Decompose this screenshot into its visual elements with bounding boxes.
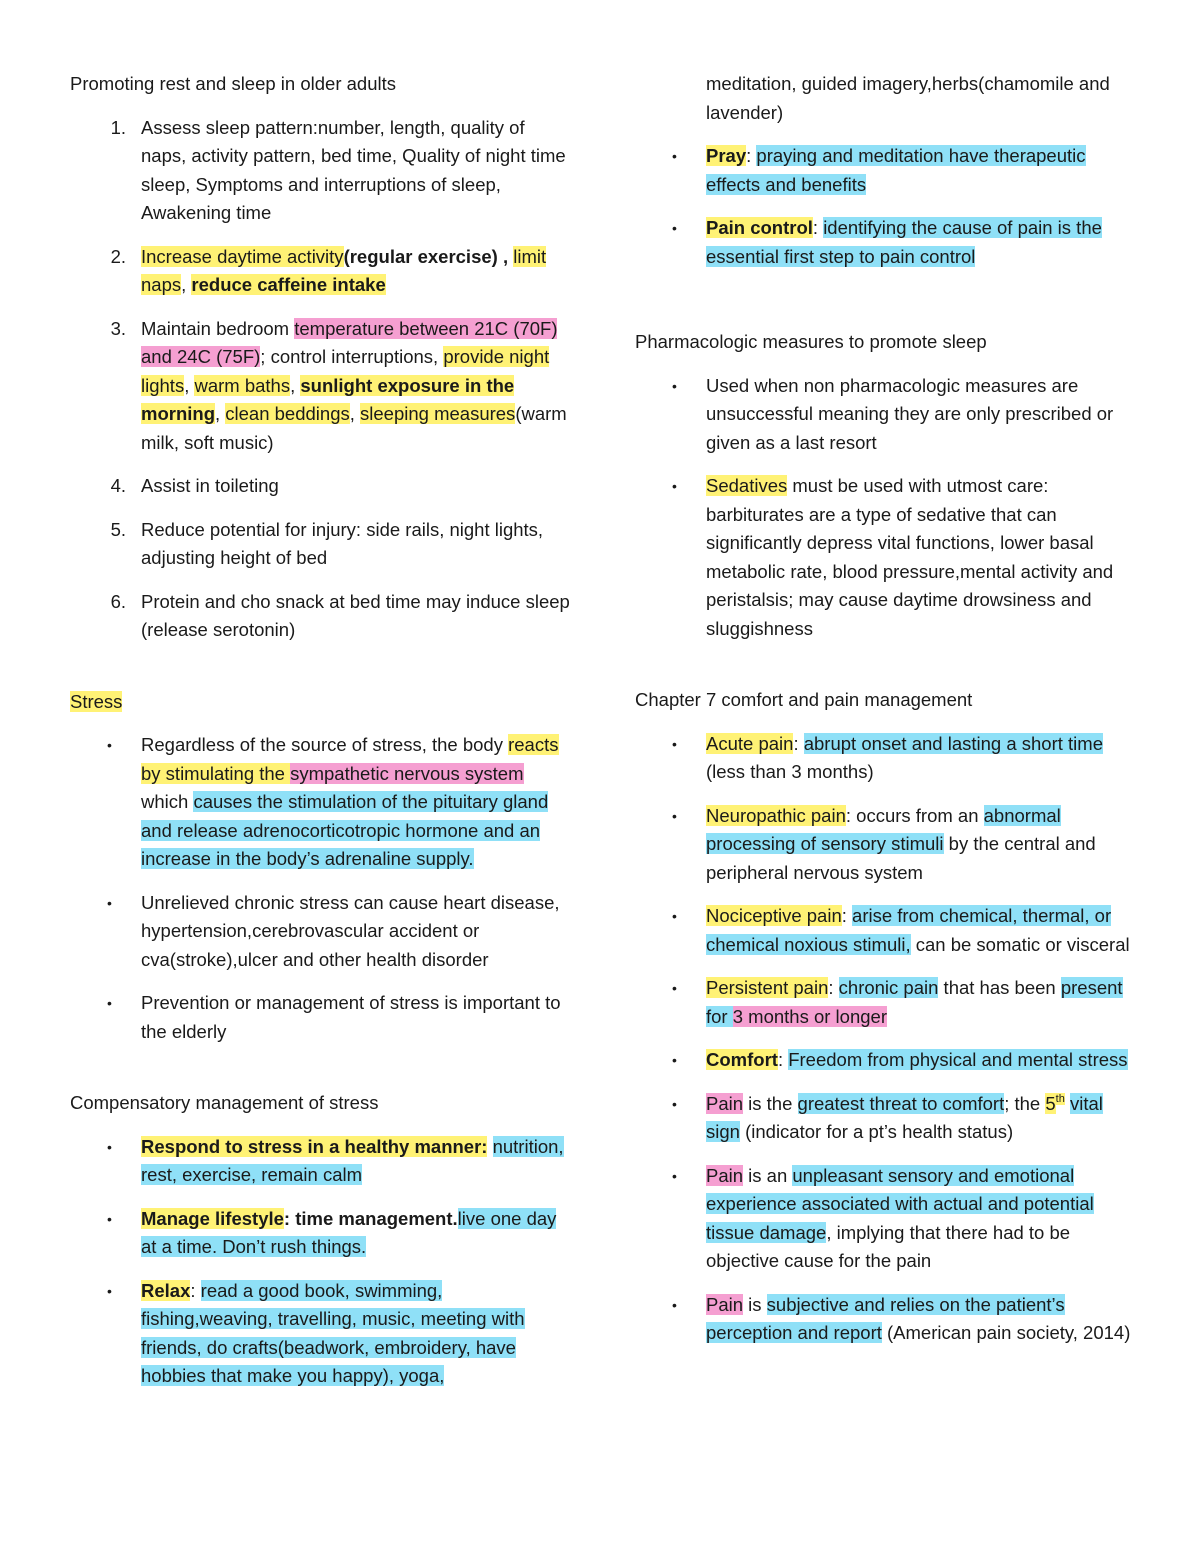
- pharmacologic-heading: Pharmacologic measures to promote sleep: [635, 331, 987, 352]
- item-text: ,: [290, 374, 301, 396]
- item-text: ; control interruptions,: [260, 346, 444, 367]
- item-text: ; the: [1004, 1092, 1046, 1114]
- bullet-icon: •: [672, 220, 677, 236]
- highlighted-text: Sedatives: [706, 475, 788, 496]
- highlighted-text: limit naps: [141, 245, 547, 295]
- list-item: [635, 902, 1140, 959]
- highlighted-text: present for: [706, 977, 1123, 1027]
- item-text: :: [793, 732, 804, 754]
- compensatory-heading: Compensatory management of stress: [70, 1092, 379, 1113]
- item-text: (American pain society, 2014): [881, 1322, 1131, 1343]
- item-text: ,: [215, 403, 226, 424]
- list-item: [635, 1046, 1140, 1075]
- list-number: 4.: [110, 475, 126, 496]
- item-text: (warm milk, soft music): [141, 403, 567, 453]
- item-text: must be used with utmost care: barbiturates are a type of sedative that can significantly depress vital functions, lower basal metabolic rate, blood pressure,mental activity and peristalsis; may cause daytime drowsiness and sluggishness: [706, 475, 1114, 639]
- highlighted-text: provide night lights: [141, 346, 550, 396]
- highlighted-text: reduce caffeine intake: [191, 274, 386, 295]
- list-item: [635, 142, 1140, 199]
- item-text: :: [746, 145, 757, 166]
- highlighted-text: chronic pain: [838, 977, 939, 998]
- highlighted-text: Pain: [706, 1293, 744, 1315]
- item-text: Unrelieved chronic stress can cause heart disease, hypertension,cerebrovascular accident or cva(stroke),ulcer and other health disorder: [141, 891, 560, 970]
- highlighted-text: Neuropathic pain: [706, 804, 846, 826]
- list-item: [70, 1133, 570, 1190]
- highlighted-text: 3 months or longer: [732, 1005, 887, 1027]
- right-column: [635, 70, 1140, 1363]
- item-text: is: [743, 1293, 767, 1315]
- item-text: [487, 1136, 492, 1157]
- item-text: (regular exercise) ,: [343, 245, 509, 267]
- highlighted-text: arise from chemical, thermal, or chemical noxious stimuli,: [706, 905, 1112, 955]
- item-text: Prevention or management of stress is important to the elderly: [141, 992, 561, 1042]
- bullet-icon: •: [672, 807, 677, 824]
- highlighted-text: abrupt onset and lasting a short time: [803, 732, 1103, 754]
- bullet-icon: •: [107, 737, 112, 753]
- pharmacologic-list: [635, 372, 1140, 644]
- item-text: ,: [181, 274, 192, 295]
- item-text: which: [141, 791, 194, 812]
- bullet-icon: •: [107, 1282, 112, 1299]
- highlighted-text: Respond to stress in a healthy manner:: [141, 1135, 488, 1157]
- list-number: 6.: [110, 590, 126, 612]
- highlighted-text: subjective and relies on the patient’s perception and report: [706, 1293, 1065, 1343]
- highlighted-text: Pain: [706, 1164, 744, 1186]
- highlighted-text: 5: [1045, 1092, 1056, 1114]
- item-text: :: [841, 905, 853, 926]
- list-item: [70, 1205, 570, 1262]
- list-item: [635, 730, 1140, 787]
- list-item: [70, 1277, 570, 1391]
- list-number: 5.: [110, 518, 126, 540]
- bullet-icon: •: [672, 1167, 677, 1184]
- list-item: [635, 974, 1140, 1031]
- highlighted-text: Acute pain: [706, 732, 794, 754]
- bullet-icon: •: [107, 1138, 112, 1155]
- highlighted-text: Increase daytime activity: [141, 245, 344, 267]
- item-text: Protein and cho snack at bed time may induce sleep (release serotonin): [141, 590, 570, 640]
- bullet-icon: •: [672, 148, 677, 164]
- item-text: (indicator for a pt’s health status): [739, 1121, 1014, 1142]
- item-text: :: [777, 1049, 789, 1070]
- item-text: Regardless of the source of stress, the body: [141, 734, 509, 755]
- highlighted-text: live one day at a time. Don’t rush things.: [141, 1207, 557, 1257]
- list-number: 1.: [110, 116, 126, 138]
- highlighted-text: warm baths: [194, 374, 291, 396]
- bullet-icon: •: [672, 1296, 677, 1313]
- highlighted-text: Pray: [706, 145, 747, 166]
- item-text: Reduce potential for injury: side rails, night lights, adjusting height of bed: [141, 518, 544, 568]
- item-text: Assist in toileting: [141, 475, 279, 496]
- list-item: [70, 114, 570, 228]
- bullet-icon: •: [672, 980, 677, 996]
- bullet-icon: •: [672, 1052, 677, 1068]
- bullet-icon: •: [107, 1210, 112, 1227]
- item-text: : occurs from an: [845, 804, 984, 826]
- item-text: : time management.: [283, 1207, 458, 1229]
- list-item: [635, 802, 1140, 888]
- list-item: [635, 1162, 1140, 1276]
- highlighted-text: praying and meditation have therapeutic effects and benefits: [706, 145, 1086, 195]
- continued-list: [635, 70, 1140, 271]
- sleep-heading: Promoting rest and sleep in older adults: [70, 73, 396, 94]
- item-text: is an: [743, 1164, 793, 1186]
- bullet-icon: •: [672, 478, 677, 494]
- bullet-icon: •: [107, 995, 112, 1011]
- highlighted-text: read a good book, swimming, fishing,weaving, travelling, music, meeting with friends, do crafts(beadwork, embroidery, have hobbies that make you happy), yoga,: [141, 1279, 525, 1386]
- highlighted-text: Nociceptive pain: [706, 905, 842, 926]
- highlighted-text: reacts by stimulating the: [141, 734, 559, 784]
- highlighted-text: nutrition, rest, exercise, remain calm: [141, 1135, 564, 1185]
- highlighted-text: abnormal processing of sensory stimuli: [706, 804, 1061, 854]
- item-text: ,: [349, 403, 361, 424]
- list-item: [635, 472, 1140, 643]
- bullet-icon: •: [672, 908, 677, 924]
- bullet-icon: •: [672, 1095, 677, 1112]
- item-text: Maintain bedroom: [141, 317, 295, 339]
- item-text: (less than 3 months): [706, 761, 874, 782]
- highlighted-text: Pain: [706, 1092, 744, 1114]
- highlighted-text: Relax: [141, 1279, 191, 1301]
- bullet-icon: •: [672, 735, 677, 752]
- list-item: [70, 243, 570, 300]
- item-text: is the: [743, 1092, 798, 1114]
- left-column: [70, 70, 570, 1406]
- highlighted-text: unpleasant sensory and emotional experience associated with actual and potential tissue damage: [706, 1164, 1094, 1243]
- highlighted-text: Persistent pain: [706, 977, 829, 998]
- item-text: can be somatic or visceral: [910, 933, 1130, 955]
- bullet-icon: •: [672, 377, 677, 394]
- list-number: 3.: [110, 317, 126, 339]
- list-number: 2.: [110, 245, 126, 267]
- highlighted-text: greatest threat to comfort: [797, 1092, 1005, 1114]
- highlighted-text: sunlight exposure in the morning: [141, 374, 515, 424]
- item-text: :: [828, 977, 839, 998]
- item-text: by the central and peripheral nervous system: [706, 833, 1096, 883]
- item-text: ,: [184, 374, 195, 396]
- list-item: [70, 989, 570, 1046]
- highlighted-text: sympathetic nervous system: [290, 762, 524, 784]
- list-item: [70, 315, 570, 458]
- compensatory-list: [70, 1133, 570, 1391]
- item-text: Used when non pharmacologic measures are unsuccessful meaning they are only prescribed or given as a last resort: [706, 374, 1114, 453]
- item-text: :: [190, 1279, 201, 1301]
- item-text: that has been: [938, 977, 1061, 998]
- highlighted-text: sleeping measures: [360, 403, 516, 424]
- highlighted-text: th: [1055, 1093, 1065, 1106]
- list-item: [635, 70, 1140, 127]
- stress-list: [70, 731, 570, 1046]
- list-item: [70, 472, 570, 501]
- list-item: [70, 731, 570, 874]
- highlighted-text: vital sign: [706, 1092, 1103, 1142]
- highlighted-text: causes the stimulation of the pituitary gland and release adrenocorticotropic hormone and an increase in the body’s adrenaline supply.: [141, 791, 549, 869]
- highlighted-text: Freedom from physical and mental stress: [788, 1049, 1128, 1070]
- item-text: meditation, guided imagery,herbs(chamomile and lavender): [706, 73, 1110, 123]
- highlighted-text: Pain control: [706, 217, 813, 238]
- highlighted-text: identifying the cause of pain is the essential first step to pain control: [706, 217, 1102, 267]
- list-item: [70, 588, 570, 645]
- item-text: , implying that there had to be objective cause for the pain: [706, 1221, 1071, 1271]
- highlighted-text: clean beddings: [225, 403, 350, 424]
- list-item: [635, 1291, 1140, 1348]
- list-item: [635, 372, 1140, 458]
- list-item: [635, 1090, 1140, 1147]
- item-text: Assess sleep pattern:number, length, quality of naps, activity pattern, bed time, Quality of night time sleep, Symptoms and interruptions of sleep, Awakening time: [141, 116, 566, 223]
- bullet-icon: •: [107, 894, 112, 911]
- stress-heading: [70, 688, 570, 717]
- highlighted-text: temperature between 21C (70F) and 24C (75F): [141, 317, 558, 367]
- sleep-list: [70, 114, 570, 645]
- list-item: [70, 516, 570, 573]
- stress-heading-text: Stress: [70, 690, 123, 712]
- chapter7-list: [635, 730, 1140, 1348]
- highlighted-text: Comfort: [706, 1049, 778, 1070]
- list-item: [70, 889, 570, 975]
- list-item: [635, 214, 1140, 271]
- chapter7-heading: Chapter 7 comfort and pain management: [635, 689, 973, 710]
- highlighted-text: Manage lifestyle: [141, 1207, 284, 1229]
- item-text: :: [812, 217, 824, 238]
